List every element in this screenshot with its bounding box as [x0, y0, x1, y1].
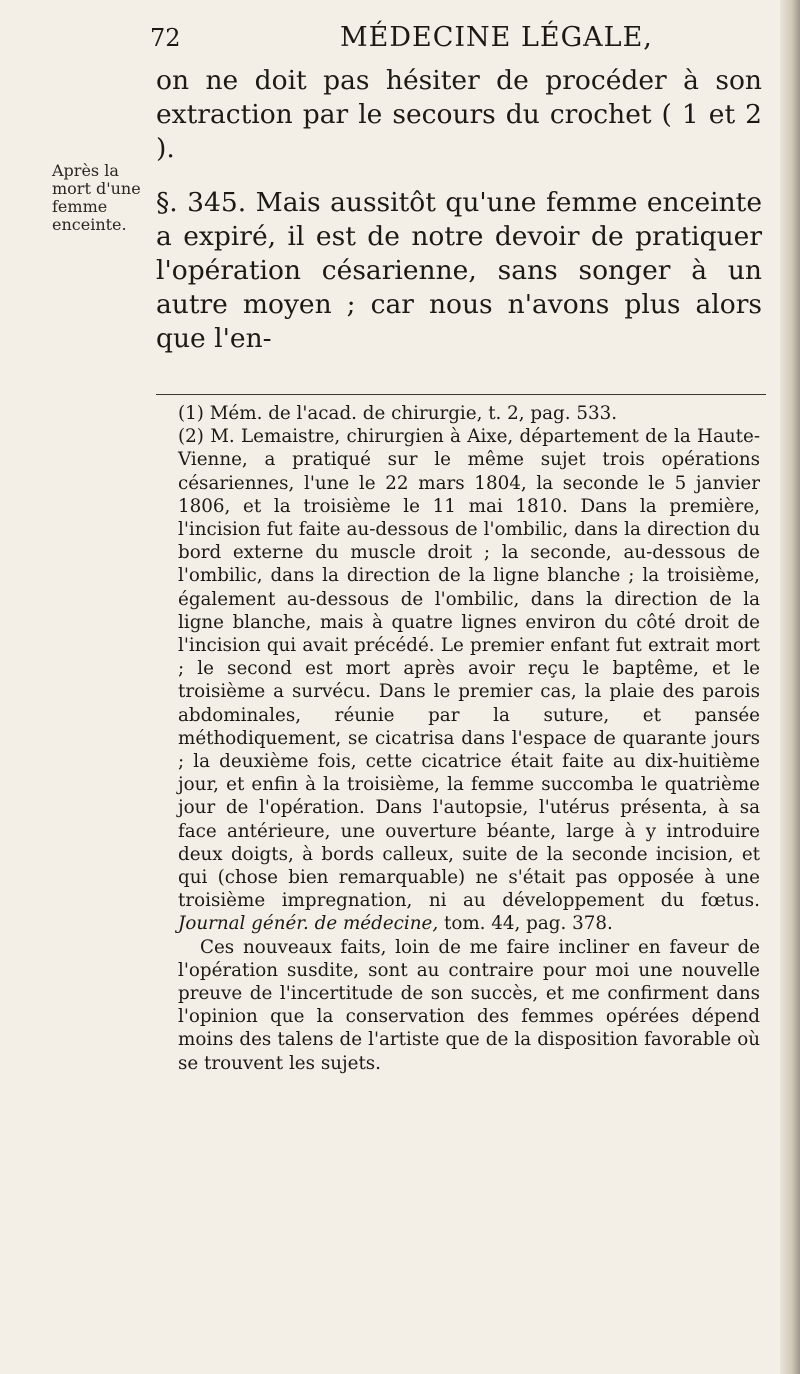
footnote-1: (1) Mém. de l'acad. de chirurgie, t. 2, pag. 533. [178, 403, 618, 424]
footnotes [178, 402, 760, 1075]
page-header [150, 20, 740, 60]
footnote-2-source: Journal génér. de médecine, [178, 913, 439, 935]
running-title: MÉDECINE LÉGALE, [340, 22, 653, 53]
section-paragraph: §. 345. Mais aussitôt qu'une femme enceinte a expiré, il est de notre devoir de pratiquer l'opération césarienne, sans songer à un autre moyen ; car nous n'avons plus alors que l'en- [156, 187, 762, 354]
page-number: 72 [150, 24, 181, 52]
footnote-2-reference: tom. 44, pag. 378. [443, 913, 613, 935]
page-edge-shadow [780, 0, 800, 1374]
main-text [156, 64, 762, 356]
footnote-3: Ces nouveaux faits, loin de me faire incliner en faveur de l'opération susdite, sont au contraire pour moi une nouvelle preuve de l'incertitude de son succès, et me confirment dans l'opinion que la conservation des femmes opérées dépend moins des talens de l'artiste que de la disposition favorable où se trouvent les sujets. [178, 936, 760, 1074]
margin-note: Après la mort d'une femme enceinte. [52, 161, 141, 234]
main-paragraph: on ne doit pas hésiter de procéder à son extraction par le secours du crochet ( 1 et 2 ). [156, 65, 762, 164]
footnote-divider [156, 394, 766, 395]
footnote-2-text: (2) M. Lemaistre, chirurgien à Aixe, département de la Haute-Vienne, a pratiqué sur le même sujet trois opérations césariennes, l'une le 22 mars 1804, la seconde le 5 janvier 1806, et la troisième le 11 mai 1810. Dans la première, l'incision fut faite au-dessous de l'ombilic, dans la direction du bord externe du muscle droit ; la seconde, au-dessous de l'ombilic, dans la direction de la ligne blanche ; la troisième, également au-dessous de l'ombilic, dans la direction de la ligne blanche, mais à quatre lignes environ du côté droit de l'incision qui avait précédé. Le premier enfant fut extrait mort ; le second est mort après avoir reçu le baptême, et le troisième a survécu. Dans le premier cas, la plaie des parois abdominales, réunie par la suture, et pansée méthodiquement, se cicatrisa dans l'espace de quarante jours ; la deuxième fois, cette cicatrice était faite au dix-huitième jour, et enfin à la troisième, la femme succomba le quatrième jour de l'opération. Dans l'autopsie, l'utérus présenta, à sa face antérieure, une ouverture béante, large à y introduire deux doigts, à bords calleux, suite de la seconde incision, et qui (chose bien remarquable) ne s'était pas opposée à une troisième impregnation, ni au développement du fœtus. [178, 426, 760, 912]
footnote-2 [178, 425, 760, 935]
